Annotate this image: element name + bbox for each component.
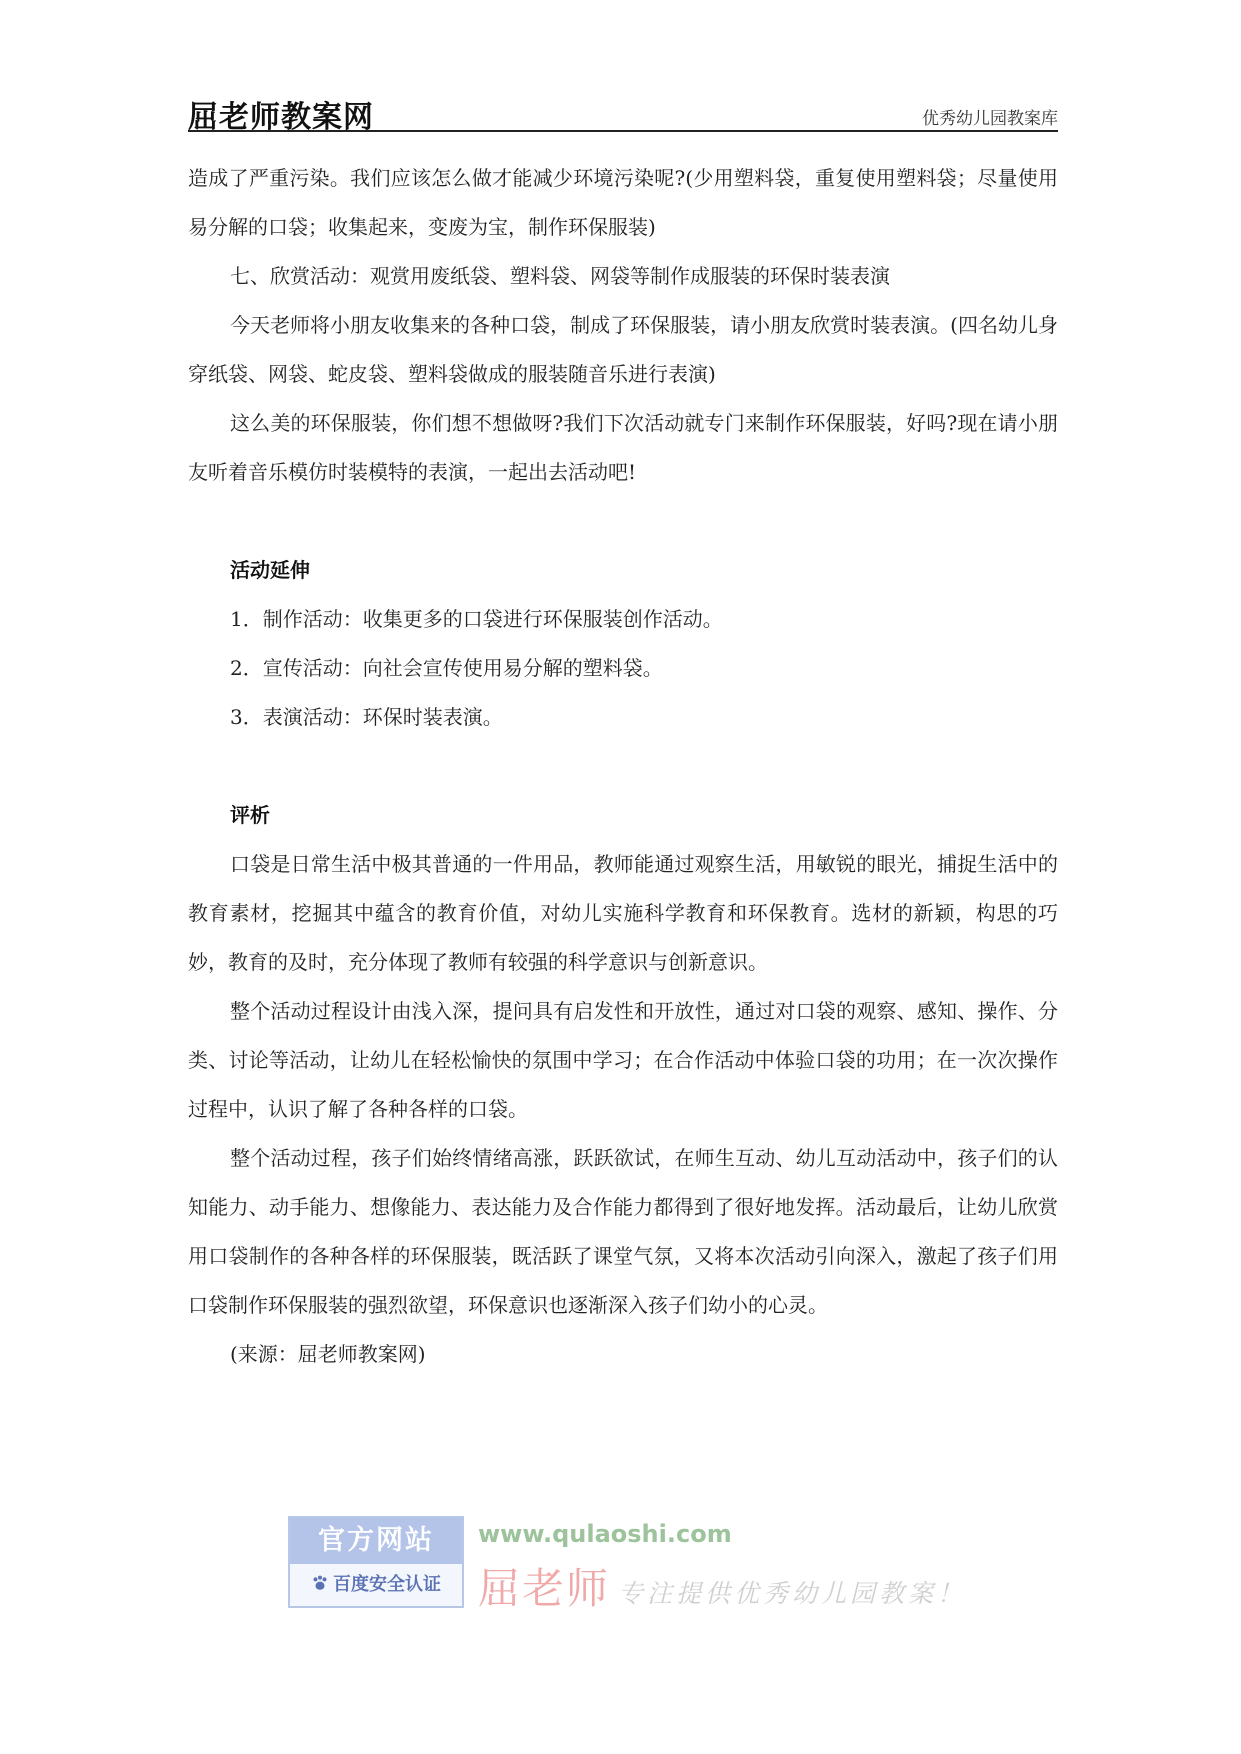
review-paragraph: 整个活动过程，孩子们始终情绪高涨，跃跃欲试，在师生互动、幼儿互动活动中，孩子们的认知能力、动手能力、想像能力、表达能力及合作能力都得到了很好地发挥。活动最后，让幼儿欣赏用口袋制作的各种各样的环保服装，既活跃了课堂气氛，又将本次活动引向深入，激起了孩子们用口袋制作环保服装的强烈欲望，环保意识也逐渐深入孩子们幼小的心灵。: [188, 1146, 1058, 1317]
brand-logo-text: 屈老师: [478, 1564, 611, 1613]
extension-item: 2．宣传活动：向社会宣传使用易分解的塑料袋。: [230, 656, 663, 680]
paragraph-fashion-show: 今天老师将小朋友收集来的各种口袋，制成了环保服装，请小朋友欣赏时装表演。(四名幼儿身穿纸袋、网袋、蛇皮袋、塑料袋做成的服装随音乐进行表演): [188, 313, 1058, 386]
review-paragraph: 口袋是日常生活中极其普通的一件用品，教师能通过观察生活，用敏锐的眼光，捕捉生活中的教育素材，挖掘其中蕴含的教育价值，对幼儿实施科学教育和环保教育。选材的新颖，构思的巧妙，教育的及时，充分体现了教师有较强的科学意识与创新意识。: [188, 852, 1058, 974]
review-heading: 评析: [230, 803, 270, 827]
extension-item: 1．制作活动：收集更多的口袋进行环保服装创作活动。: [230, 607, 723, 631]
extension-item: 3．表演活动：环保时装表演。: [230, 705, 503, 729]
footer-banner: [288, 1516, 968, 1612]
source-note: (来源：屈老师教案网): [230, 1342, 426, 1366]
badge-baidu-row: [290, 1564, 462, 1606]
spacer: [188, 742, 1058, 791]
site-title: 屈老师教案网: [188, 100, 374, 135]
site-url: www.qulaoshi.com: [478, 1520, 732, 1548]
brand-slogan: 专注提供优秀幼儿园教案！: [618, 1579, 967, 1608]
official-site-badge: [288, 1516, 464, 1608]
paragraph-closing: 这么美的环保服装，你们想不想做呀?我们下次活动就专门来制作环保服装，好吗?现在请小朋友听着音乐模仿时装模特的表演，一起出去活动吧!: [188, 411, 1058, 484]
paragraph-section-seven: 七、欣赏活动：观赏用废纸袋、塑料袋、网袋等制作成服装的环保时装表演: [230, 264, 890, 288]
paragraph-pollution: 造成了严重污染。我们应该怎么做才能减少环境污染呢?(少用塑料袋，重复使用塑料袋；尽量使用易分解的口袋；收集起来，变废为宝，制作环保服装): [188, 166, 1058, 239]
badge-official-label: 官方网站: [290, 1518, 462, 1564]
spacer: [188, 497, 1058, 546]
site-tagline: 优秀幼儿园教案库: [922, 109, 1058, 129]
extension-heading: 活动延伸: [230, 558, 310, 582]
paw-icon: [311, 1574, 329, 1592]
review-paragraph: 整个活动过程设计由浅入深，提问具有启发性和开放性，通过对口袋的观察、感知、操作、分类、讨论等活动，让幼儿在轻松愉快的氛围中学习；在合作活动中体验口袋的功用；在一次次操作过程中，认识了解了各种各样的口袋。: [188, 999, 1058, 1121]
page-header: [188, 88, 1058, 135]
document-body: [188, 154, 1058, 1379]
badge-baidu-label: 百度安全认证: [333, 1574, 441, 1595]
